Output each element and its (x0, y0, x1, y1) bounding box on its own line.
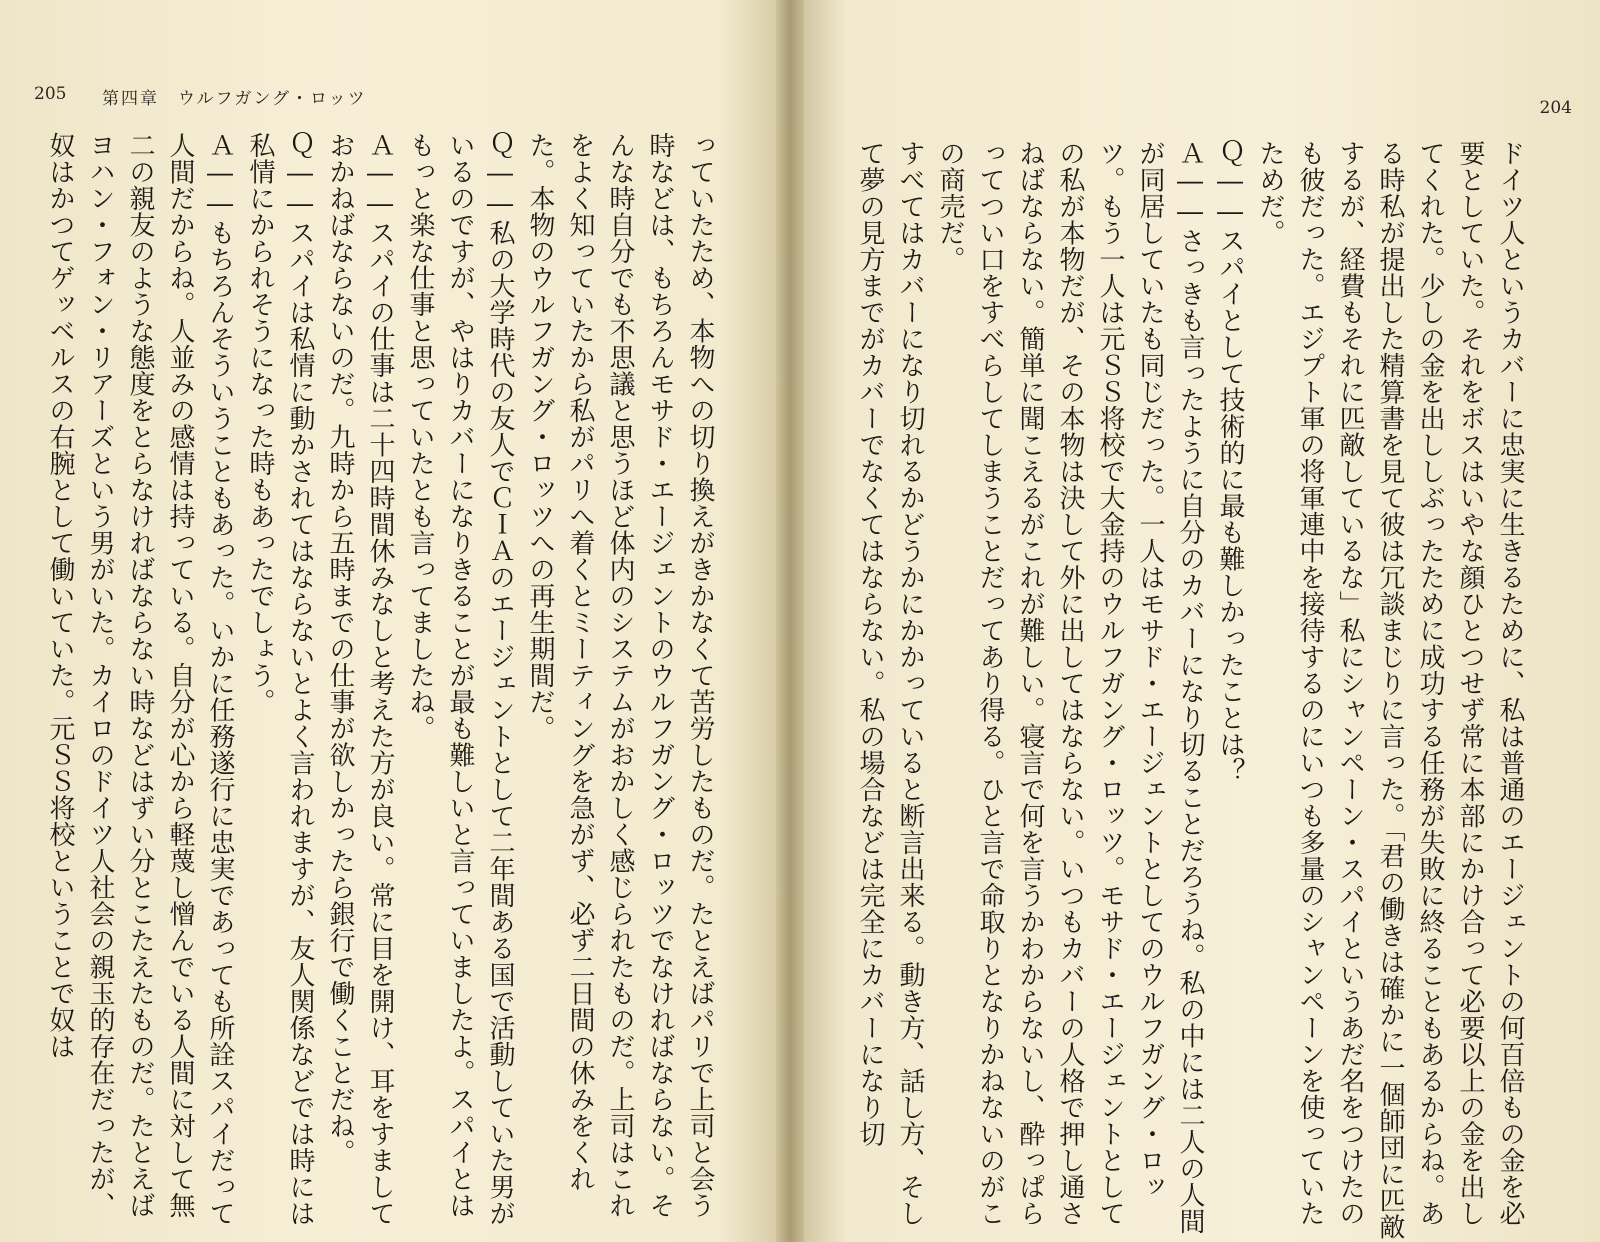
paragraph: っていたため、本物への切り換えがきかなくて苦労したものだ。たとえばパリで上司と会う時などは、もちろんモサド・エージェントのウルフガング・ロッツでなければならない。そんな時自分でも不思議と思うほど体内のシステムがおかしく感じられたものだ。上司はこれをよく知っていたから私がパリへ着くとミーティングを急がず、必ず二日間の休みをくれた。本物のウルフガング・ロッツへの再生期間だ。 (525, 132, 715, 1219)
chapter-title: 第四章 ウルフガング・ロッツ (102, 89, 367, 109)
page-number-right: 204 (1539, 98, 1572, 118)
right-page-body (850, 140, 1530, 1240)
paragraph: Ｑ――スパイとして技術的に最も難しかったことは？ (1215, 140, 1245, 784)
book-gutter (776, 0, 804, 1242)
paragraph: Ｑ――私の大学時代の友人でＣＩＡのエージェントとして二年間ある国で活動していた男がいるのですが、やはりカバーになりきることが最も難しいと言っていましたよ。スパイとはもっと楽な仕事と思っていたとも言ってましたね。 (405, 132, 515, 1227)
right-page (804, 0, 1600, 1242)
left-page (0, 0, 776, 1242)
paragraph: ドイツ人というカバーに忠実に生きるために、私は普通のエージェントの何百倍もの金を必要としていた。それをボスはいやな顔ひとつせず常に本部にかけ合って必要以上の金を出してくれた。少しの金を出ししぶったために成功する任務が失敗に終ることもあるからね。ある時私が提出した精算書を見て彼は冗談まじりに言った。「君の働きは確かに一個師団に匹敵するが、経費もそれに匹敵しているな」私にシャンペーン・スパイというあだ名をつけたのも彼だった。エジプト軍の将軍連中を接待するのにいつも多量のシャンペーンを使っていたためだ。 (1255, 140, 1525, 1240)
paragraph: Ａ――もちろんそういうこともあった。いかに任務遂行に忠実であっても所詮スパイだって人間だからね。人並みの感情は持っている。自分が心から軽蔑し憎んでいる人間に対して無二の親友のような態度をとらなければならない時などはずい分とこたえたものだ。たとえばヨハン・フォン・リアーズという男がいた。カイロのドイツ人社会の親玉的存在だったが、奴はかつてゲッベルスの右腕として働いていた。元ＳＳ将校ということで奴は (45, 132, 235, 1227)
left-page-body (40, 132, 720, 1232)
paragraph: すべてはカバーになり切れるかどうかにかかっていると断言出来る。動き方、話し方、そして夢の見方までがカバーでなくてはならない。私の場合などは完全にカバーになり切 (855, 140, 925, 1227)
page-number-left: 205 (34, 84, 67, 104)
paragraph: Ａ――さっきも言ったように自分のカバーになり切ることだろうね。私の中には二人の人間が同居していたも同じだった。一人はモサド・エージェントとしてのウルフガング・ロッツ。もう一人は元ＳＳ将校で大金持のウルフガング・ロッツ。モサド・エージェントとしての私が本物だが、その本物は決して外に出してはならない。いつもカバーの人格で押し通さねばならない。簡単に聞こえるがこれが難しい。寝言で何を言うかわからないし、酔っぱらってつい口をすべらしてしまうことだってあり得る。ひと言で命取りとなりかねないのがこの商売だ。 (935, 140, 1205, 1235)
paragraph: Ａ――スパイの仕事は二十四時間休みなしと考えた方が良い。常に目を開け、耳をすましておかねばならないのだ。九時から五時までの仕事が欲しかったら銀行で働くことだね。 (325, 132, 395, 1227)
paragraph: Ｑ――スパイは私情に動かされてはならないとよく言われますが、友人関係などでは時には私情にかられそうになった時もあったでしょう。 (245, 132, 315, 1227)
